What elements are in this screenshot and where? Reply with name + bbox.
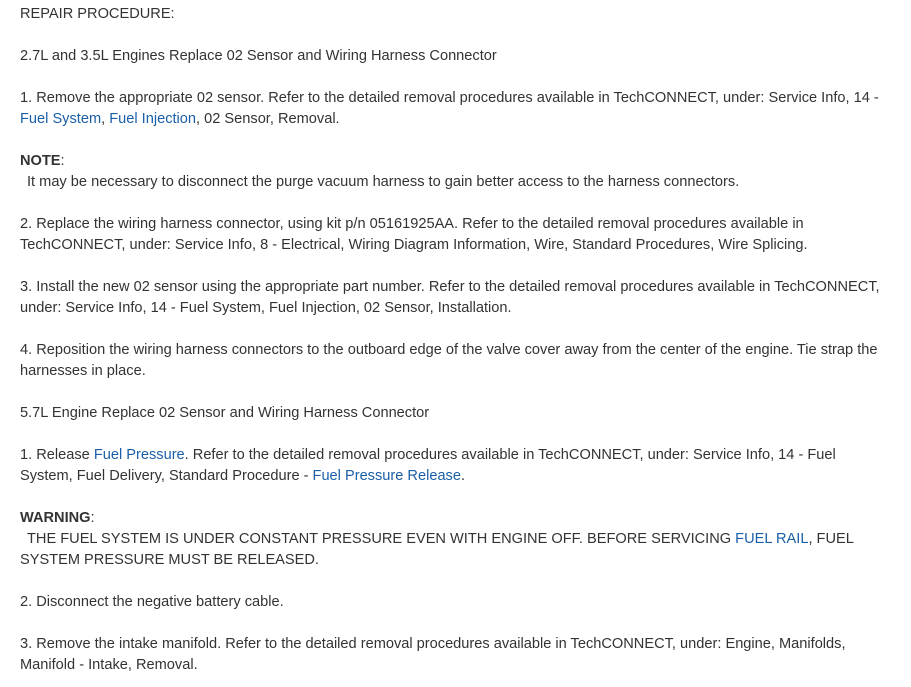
note-colon: : [60,153,65,169]
link-fuel-pressure[interactable]: Fuel Pressure [93,447,185,463]
step-4-reposition-connectors: 4. Reposition the wiring harness connectors to the outboard edge of the valve cover away from the center of the engine. Tie strap the harnesses in place. [20,342,878,379]
step-2-disconnect-battery: 2. Disconnect the negative battery cable. [20,594,284,610]
step-1-release-pressure [20,445,891,487]
step-1-remove-sensor [20,88,891,130]
step-text: 1. Release [20,447,94,463]
step-text-end: . [460,468,466,484]
warning-label: WARNING [20,510,91,526]
warning-text-end: , FUEL SYSTEM PRESSURE MUST BE RELEASED. [20,531,854,568]
separator: , [101,111,110,127]
warning-text-start: THE FUEL SYSTEM IS UNDER CONSTANT PRESSURE EVEN WITH ENGINE OFF. BEFORE SERVICING [27,531,736,547]
step-text-mid: . Refer to the detailed removal procedures available in TechCONNECT, under: Service Info, 14 - Fuel System, Fuel Delivery, Standard Procedure - [20,447,836,484]
warning-colon: : [90,510,95,526]
note-text: It may be necessary to disconnect the purge vacuum harness to gain better access to the harness connectors. [27,174,740,190]
step-text-end: , 02 Sensor, Removal. [196,111,340,127]
step-2-replace-connector: 2. Replace the wiring harness connector, using kit p/n 05161925AA. Refer to the detailed removal procedures available in TechCONNECT, under: Service Info, 8 - Electrical, Wiring Diagram Information, Wire, Standard Procedures, Wire Splicing. [20,216,808,253]
step-text: 1. Remove the appropriate 02 sensor. Refer to the detailed removal procedures available in TechCONNECT, under: Service Info, 14 - [20,90,879,106]
step-3-install-sensor: 3. Install the new 02 sensor using the appropriate part number. Refer to the detailed removal procedures available in TechCONNECT, under: Service Info, 14 - Fuel System, Fuel Injection, 02 Sensor, Installation. [20,279,880,316]
link-fuel-system[interactable]: Fuel System [20,111,102,127]
section-title-57: 5.7L Engine Replace 02 Sensor and Wiring Harness Connector [20,405,430,421]
procedure-heading: REPAIR PROCEDURE: [20,6,175,22]
link-fuel-injection[interactable]: Fuel Injection [109,111,197,127]
link-fuel-pressure-release[interactable]: Fuel Pressure Release [312,468,461,484]
warning-text [20,529,891,571]
note-label-line [20,151,891,172]
section-title-27-35: 2.7L and 3.5L Engines Replace 02 Sensor and Wiring Harness Connector [20,48,497,64]
note-label: NOTE [20,153,61,169]
step-3-remove-manifold: 3. Remove the intake manifold. Refer to the detailed removal procedures available in TechCONNECT, under: Engine, Manifolds, Manifold - Intake, Removal. [20,636,846,673]
link-fuel-rail[interactable]: FUEL RAIL [735,531,809,547]
warning-label-line [20,508,891,529]
